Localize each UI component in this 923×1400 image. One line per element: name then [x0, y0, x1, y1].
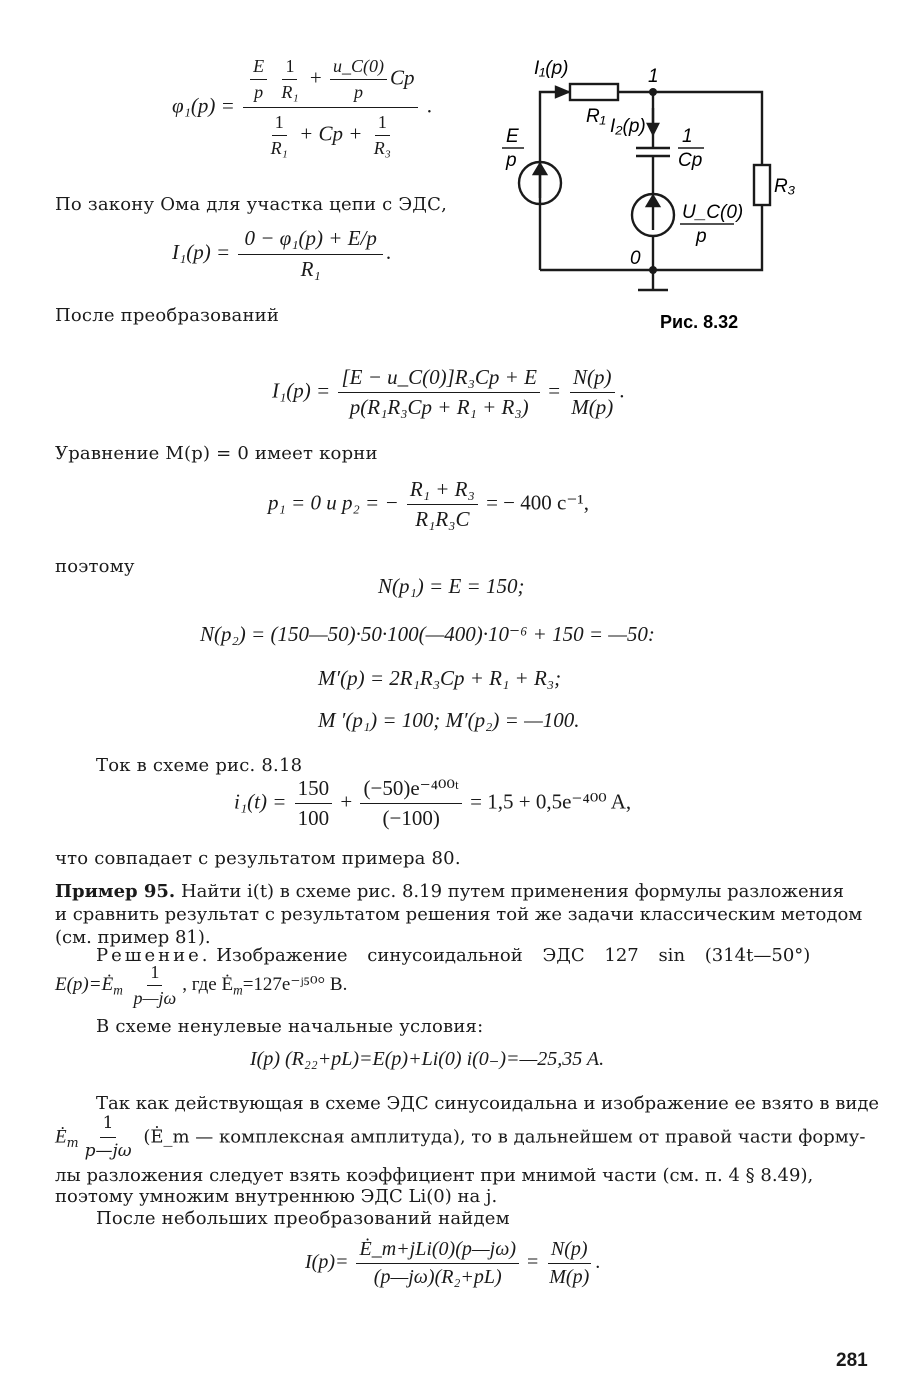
- eq-Mvals: M ′(p₁) = 100; M′(p₂) = —100.: [318, 708, 580, 732]
- para-frac-den: p—jω: [84, 1141, 132, 1161]
- para-since-line1: Так как действующая в схеме ЭДС синусоидальна и изображение ее взято в виде: [96, 1093, 880, 1114]
- solution-frac-num: 1: [147, 962, 162, 986]
- example-95-line3: (см. пример 81).: [55, 927, 211, 948]
- roots-num: R₁ + R₃: [407, 477, 478, 505]
- solution-Ep-rhs: , где Ė: [182, 973, 234, 995]
- source-uc-arrowhead: [647, 196, 659, 206]
- phi-den-mid: + Cp +: [299, 121, 363, 146]
- phi-den-b-top: 1: [375, 112, 390, 136]
- label-Uc-den: p: [696, 226, 707, 247]
- roots-den: R₁R₃C: [415, 507, 470, 531]
- label-I2: I₂(p): [610, 116, 646, 137]
- I1-first-lhs: I₁(p) =: [172, 239, 231, 264]
- formula-phi1-lhs: φ₁(p) =: [172, 93, 235, 118]
- small-transform-text: После небольших преобразований найдем: [96, 1208, 510, 1229]
- eq-N1: N(p₁) = E = 150;: [378, 574, 525, 598]
- phi-num-b-top: 1: [282, 56, 297, 80]
- final-end: .: [595, 1251, 601, 1274]
- I1-arrowhead: [556, 87, 568, 97]
- node-1-dot: [649, 88, 657, 96]
- I1-main-eq: =: [548, 378, 561, 403]
- example-95-title: Пример 95.: [55, 881, 176, 902]
- I1-main-den: p(R₁R₃Cp + R₁ + R₃): [349, 395, 529, 419]
- phi-num-tail: Cp: [389, 65, 415, 90]
- phi-den-a-bot: R₁: [270, 138, 288, 158]
- coincide-text: что совпадает с результатом примера 80.: [55, 848, 461, 869]
- para-frac-num: 1: [100, 1112, 117, 1138]
- roots-rhs: = − 400 с⁻¹,: [486, 490, 589, 515]
- wire-top-left: [540, 92, 570, 270]
- solution-Ep-sub: m: [113, 982, 123, 998]
- solution-Ep-tail: =127e⁻ʲ⁵⁰° В.: [242, 973, 348, 995]
- I1-first-den: R₁: [300, 257, 321, 281]
- phi-num-a-bot: p: [254, 82, 264, 102]
- eq-Mprime: M′(p) = 2R₁R₃Cp + R₁ + R₃;: [318, 666, 562, 690]
- final-den: (p—jω)(R₂+pL): [373, 1266, 502, 1288]
- final-num2: N(p): [548, 1238, 591, 1264]
- para-since-line4: поэтому умножим внутреннюю ЭДС Li(0) на j.: [55, 1186, 498, 1207]
- formula-final: [305, 1238, 600, 1289]
- figure-caption: Рис. 8.32: [660, 312, 739, 332]
- formula-i1t: [234, 776, 631, 831]
- solution-Ep: [55, 962, 347, 1009]
- ohm-law-text: По закону Ома для участка цепи с ЭДС,: [55, 194, 448, 215]
- phi-den-a-top: 1: [272, 112, 287, 136]
- roots-lhs: p₁ = 0 и p₂ = −: [268, 490, 399, 515]
- label-I1: I₁(p): [534, 58, 569, 79]
- I1-first-num: 0 − φ₁(p) + E/p: [238, 226, 382, 255]
- i1t-rhs: = 1,5 + 0,5e⁻⁴⁰⁰ A,: [470, 789, 632, 814]
- i1t-num1: 150: [295, 776, 333, 804]
- nonzero-text: В схеме ненулевые начальные условия:: [96, 1016, 484, 1037]
- i1t-den2: (−100): [382, 806, 440, 830]
- I1-main-lhs: I₁(p) =: [272, 378, 331, 403]
- phi-num-b-bot: R₁: [281, 82, 299, 102]
- phi-den-b-bot: R₃: [373, 138, 391, 158]
- para-frac-sub: m: [66, 1135, 79, 1151]
- formula-phi1: [172, 56, 432, 159]
- label-E-den: p: [506, 150, 517, 171]
- phi-end: .: [426, 93, 432, 118]
- formula-roots: [268, 477, 589, 532]
- I2-arrowhead: [648, 124, 658, 134]
- I1-first-end: .: [385, 239, 392, 264]
- label-node1: 1: [648, 66, 659, 87]
- source-E-arrowhead: [534, 164, 546, 174]
- label-Uc-num: U_C(0): [682, 202, 744, 223]
- final-den2: M(p): [549, 1266, 590, 1288]
- label-R1: R₁: [586, 106, 606, 127]
- formula-I1-first: [172, 226, 391, 282]
- final-lhs: I(p)=: [305, 1251, 349, 1274]
- I1-main-den2: M(p): [571, 395, 614, 419]
- after-transform-text: После преобразований: [55, 305, 280, 326]
- final-num: Ė_m+jLi(0)(p—jω): [356, 1238, 519, 1264]
- i1t-lhs: i₁(t) =: [234, 789, 287, 814]
- I1-main-num: [E − u_C(0)]R₃Cp + E: [338, 365, 539, 393]
- formula-I1-main: [272, 365, 625, 420]
- solution-frac-den: p—jω: [133, 988, 177, 1008]
- label-C-num: 1: [682, 126, 693, 147]
- solution-Ep-lhs: E(p)=Ė: [55, 973, 114, 995]
- solution-word: Решение.: [96, 945, 211, 966]
- eq-N2: N(p₂) = (150—50)·50·100(—400)·10⁻⁶ + 150 = —50:: [200, 622, 655, 646]
- example-95-line2: и сравнить результат с результатом решения той же задачи классическим методом: [55, 904, 863, 925]
- resistor-R3: [754, 165, 770, 205]
- circuit-figure: [490, 40, 810, 340]
- phi-num-c-top: u_C(0): [330, 56, 387, 80]
- current-text: Ток в схеме рис. 8.18: [96, 755, 303, 776]
- para-since-line2: [55, 1112, 870, 1163]
- label-E-num: E: [506, 126, 519, 147]
- label-node0: 0: [630, 248, 641, 269]
- resistor-R1: [570, 84, 618, 100]
- i1t-den1: 100: [297, 806, 330, 830]
- roots-text: Уравнение M(p) = 0 имеет корни: [55, 443, 378, 464]
- i1t-num2: (−50)e⁻⁴⁰⁰ᵗ: [360, 776, 461, 804]
- example-95: [55, 880, 870, 949]
- phi-num-plus: +: [309, 65, 322, 90]
- eq-nonzero: I(p) (R₂₂+pL)=E(p)+Li(0) i(0₋)=—25,35 A.: [250, 1048, 605, 1070]
- label-C-den: Cp: [678, 150, 703, 171]
- page-number: 281: [836, 1350, 868, 1371]
- solution-line1-text: Изображение синусоидальной ЭДС 127 sin (314t—50°): [216, 945, 811, 966]
- phi-num-a-top: E: [250, 56, 267, 80]
- therefore-text: поэтому: [55, 556, 135, 577]
- solution-Ep-rhs-sub: m: [233, 982, 243, 998]
- node-0-dot: [649, 266, 657, 274]
- para-since-line3: лы разложения следует взять коэффициент при мнимой части (см. п. 4 § 8.49),: [55, 1165, 814, 1186]
- label-R3: R₃: [774, 176, 796, 197]
- para-frac-pre: Ė: [55, 1126, 67, 1148]
- I1-main-num2: N(p): [570, 365, 615, 393]
- example-95-line1: Найти i(t) в схеме рис. 8.19 путем применения формулы разложения: [180, 881, 844, 902]
- para-since-line2-rest: (Ė_m — комплексная амплитуда), то в дальнейшем от правой части форму-: [143, 1126, 866, 1148]
- I1-main-end: .: [619, 378, 625, 403]
- final-eq: =: [526, 1251, 539, 1274]
- i1t-plus: +: [340, 789, 353, 814]
- phi-num-c-bot: p: [353, 82, 363, 102]
